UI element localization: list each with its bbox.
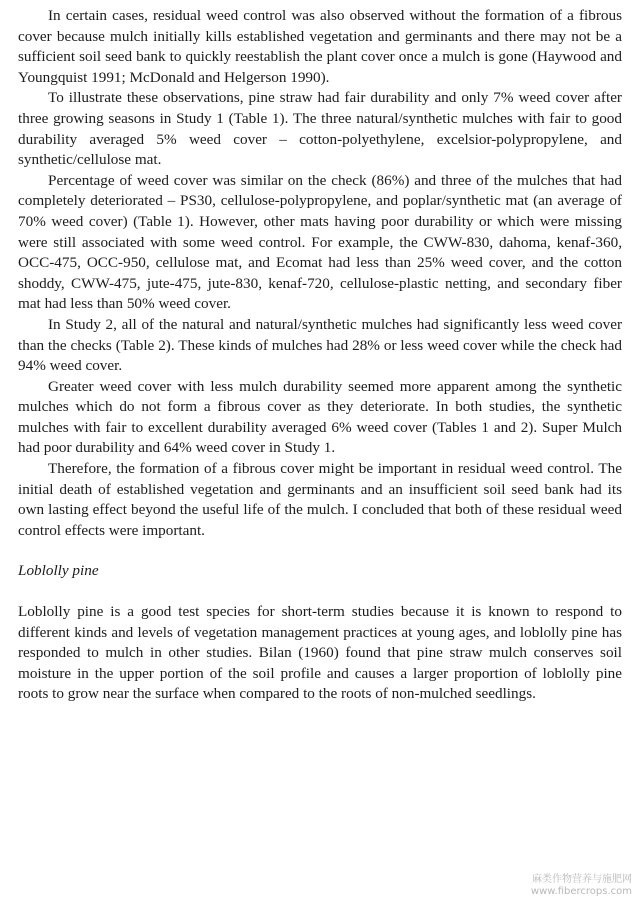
paragraph-study-2: In Study 2, all of the natural and natural/synthetic mulches had significantly less weed cover than the checks (Table 2). These kinds of mulches had 28% or less weed cover while the check had 94% weed cover.	[18, 315, 622, 375]
watermark-site-name: 麻类作物营养与施肥网	[532, 874, 632, 885]
document-page	[18, 6, 622, 705]
paragraph-pine-straw-durability: To illustrate these observations, pine straw had fair durability and only 7% weed cover after three growing seasons in Study 1 (Table 1). The three natural/synthetic mulches with fair to good durability averaged 5% weed cover – cotton-polyethylene, excelsior-polypropylene, and synthetic/cellulose mat.	[18, 89, 622, 169]
paragraph-synthetic-mulches: Greater weed cover with less mulch durability seemed more apparent among the synthetic mulches which do not form a fibrous cover as they deteriorate. In both studies, the synthetic mulches with fair to excellent durability averaged 6% weed cover (Tables 1 and 2). Super Mulch had poor durability and 64% weed cover in Study 1.	[18, 377, 622, 457]
section-heading-loblolly-pine: Loblolly pine	[18, 562, 99, 580]
paragraph-loblolly-pine: Loblolly pine is a good test species for short-term studies because it is known to respond to different kinds and levels of vegetation management practices at young ages, and loblolly pine has responded to mulch in other studies. Bilan (1960) found that pine straw mulch conserves soil moisture in the upper portion of the soil profile and causes a larger proportion of loblolly pine roots to grow near the surface when compared to the roots of non-mulched seedlings.	[18, 603, 622, 703]
paragraph-weed-cover-percentage: Percentage of weed cover was similar on the check (86%) and three of the mulches that had completely deteriorated – PS30, cellulose-polypropylene, and poplar/synthetic mat (an average of 70% weed cover) (Table 1). However, other mats having poor durability or which were missing were still associated with some weed control. For example, the CWW-830, dahoma, kenaf-360, OCC-475, OCC-950, cellulose mat, and Ecomat had less than 25% weed cover, and the cotton shoddy, CWW-475, jute-475, jute-830, kenaf-720, cellulose-plastic netting, and secondary fiber mat had less than 50% weed cover.	[18, 171, 622, 313]
paragraph-residual-weed-control: In certain cases, residual weed control was also observed without the formation of a fibrous cover because mulch initially kills established vegetation and germinants and there may not be a sufficient soil seed bank to quickly reestablish the plant cover once a mulch is gone (Haywood and Youngquist 1991; McDonald and Helgerson 1990).	[18, 7, 622, 86]
paragraph-conclusion: Therefore, the formation of a fibrous cover might be important in residual weed control. The initial death of established vegetation and germinants and an insufficient soil seed bank had its own lasting effect beyond the useful life of the mulch. I concluded that both of these residual weed control effects were important.	[18, 460, 622, 539]
watermark-url: www.fibercrops.com	[530, 886, 632, 897]
watermark	[531, 874, 632, 898]
